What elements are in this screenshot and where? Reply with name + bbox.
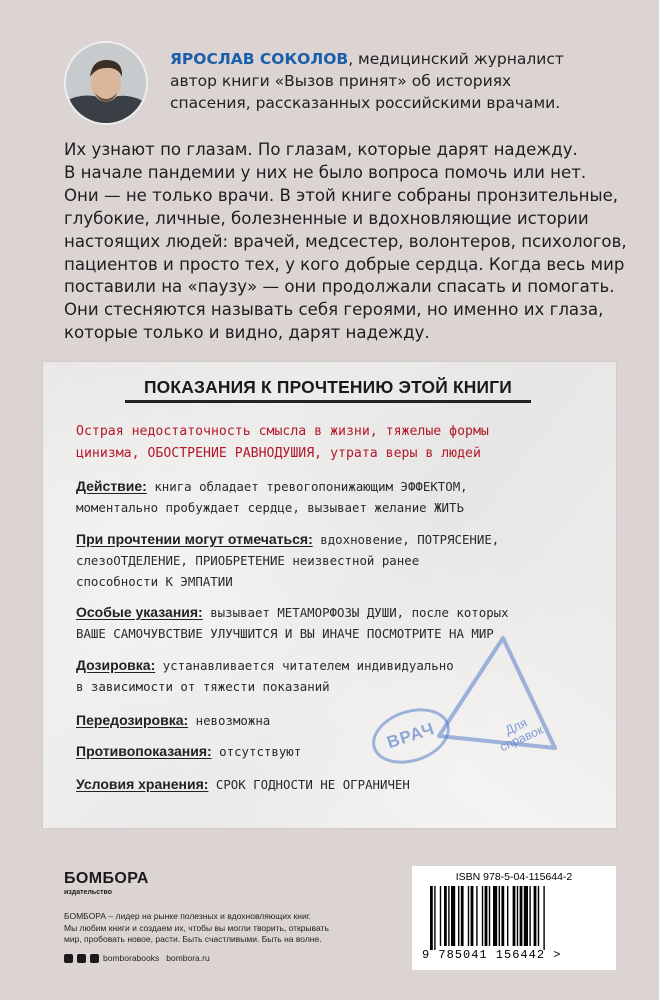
overdose-label: Передозировка:	[76, 712, 189, 728]
publisher-desc-line: Мы любим книги и создаем их, чтобы вы могли творить, открывать	[64, 922, 329, 933]
effects-label: При прочтении могут отмечаться:	[76, 531, 313, 547]
isbn-text: ISBN 978-5-04-115644-2	[455, 871, 573, 883]
dosage-label: Дозировка:	[76, 657, 156, 673]
medical-leaflet	[43, 362, 616, 828]
author-bio	[170, 48, 590, 114]
effects-text: вдохновение, ПОТРЯСЕНИЕ,	[320, 532, 500, 547]
blurb-line: пациентов и просто тех, у кого добрые сердца. Когда весь мир	[64, 254, 625, 274]
overdose-text: невозможна	[195, 713, 271, 728]
storage-label: Условия хранения:	[76, 776, 209, 792]
triangle-stamp-text: Для справок	[497, 715, 546, 755]
action-text: моментально пробуждает сердце, вызывает желание ЖИТЬ	[76, 500, 464, 515]
blurb-line: Их узнают по глазам. По глазам, которые дарят надежду.	[64, 140, 578, 159]
barcode-block	[412, 866, 616, 970]
action-text: книга обладает тревогопонижающим ЭФФЕКТОМ,	[154, 479, 468, 494]
storage-text: СРОК ГОДНОСТИ НЕ ОГРАНИЧЕН	[215, 777, 410, 792]
leaflet-indications	[76, 421, 596, 465]
barcode-number: 9 785041 156442 >	[422, 948, 562, 962]
special-text: ВАШЕ САМОЧУВСТВИЕ УЛУЧШИТСЯ И ВЫ ИНАЧЕ ПОСМОТРИТЕ НА МИР	[76, 626, 494, 641]
publisher-desc-line: мир, пробовать новое, расти. Быть счастливыми. Быть на волне.	[64, 934, 322, 944]
oval-stamp-text: ВРАЧ	[384, 718, 438, 753]
blurb-line: глубокие, личные, болезненные и вдохновляющие истории	[64, 208, 589, 228]
indication-line: Острая недостаточность смысла в жизни, тяжелые формы	[76, 424, 489, 439]
leaflet-effects	[76, 529, 596, 592]
leaflet-storage	[76, 774, 596, 795]
author-bio-line2: автор книги «Вызов принят» об историях	[170, 72, 512, 90]
special-label: Особые указания:	[76, 604, 203, 620]
contra-text: отсутствуют	[219, 744, 302, 759]
blurb-line: Они стесняются называть себя героями, но именно их глаза,	[64, 300, 604, 320]
social-handle: bomborabooks	[103, 953, 160, 963]
publisher-site: bombora.ru	[166, 953, 210, 963]
blurb-line: которые только и видно, дарят надежду.	[64, 323, 430, 343]
author-name: ЯРОСЛАВ СОКОЛОВ	[170, 50, 349, 68]
author-bio-line3: спасения, рассказанных российскими врачами.	[170, 94, 561, 112]
vk-icon	[77, 954, 86, 963]
youtube-icon	[90, 954, 99, 963]
effects-text: способности К ЭМПАТИИ	[76, 574, 233, 589]
action-label: Действие:	[76, 478, 147, 494]
dosage-text: устанавливается читателем индивидуально	[162, 658, 454, 673]
blurb-line: Они — не только врачи. В этой книге собраны пронзительные,	[64, 185, 619, 205]
instagram-icon	[64, 954, 73, 963]
author-photo	[64, 41, 148, 125]
blurb-line: настоящих людей: врачей, медсестер, волонтеров, психологов,	[64, 231, 627, 251]
blurb-line: поставили на «паузу» — они продолжали спасать и помогать.	[64, 277, 615, 297]
dosage-text: в зависимости от тяжести показаний	[76, 679, 330, 694]
effects-text: слезоОТДЕЛЕНИЕ, ПРИОБРЕТЕНИЕ неизвестной ранее	[76, 553, 420, 568]
leaflet-title: ПОКАЗАНИЯ К ПРОЧТЕНИЮ ЭТОЙ КНИГИ	[125, 377, 531, 403]
publisher-social	[64, 953, 210, 963]
blurb-line: В начале пандемии у них не было вопроса помочь или нет.	[64, 162, 587, 182]
special-text: вызывает МЕТАМОРФОЗЫ ДУШИ, после которых	[210, 605, 509, 620]
author-portrait-image	[66, 43, 146, 123]
author-bio-line1: , медицинский журналист	[348, 50, 564, 68]
barcode-icon	[430, 886, 600, 950]
publisher-subtitle: издательство	[64, 889, 112, 896]
leaflet-action	[76, 476, 596, 518]
book-blurb	[64, 139, 627, 345]
indication-line: цинизма, ОБОСТРЕНИЕ РАВНОДУШИЯ, утрата веры в людей	[76, 446, 481, 461]
publisher-desc-line: БОМБОРА – лидер на рынке полезных и вдохновляющих книг.	[64, 911, 312, 921]
publisher-logo: БОМБОРА	[64, 870, 149, 887]
contra-label: Противопоказания:	[76, 743, 212, 759]
publisher-description	[64, 911, 364, 946]
